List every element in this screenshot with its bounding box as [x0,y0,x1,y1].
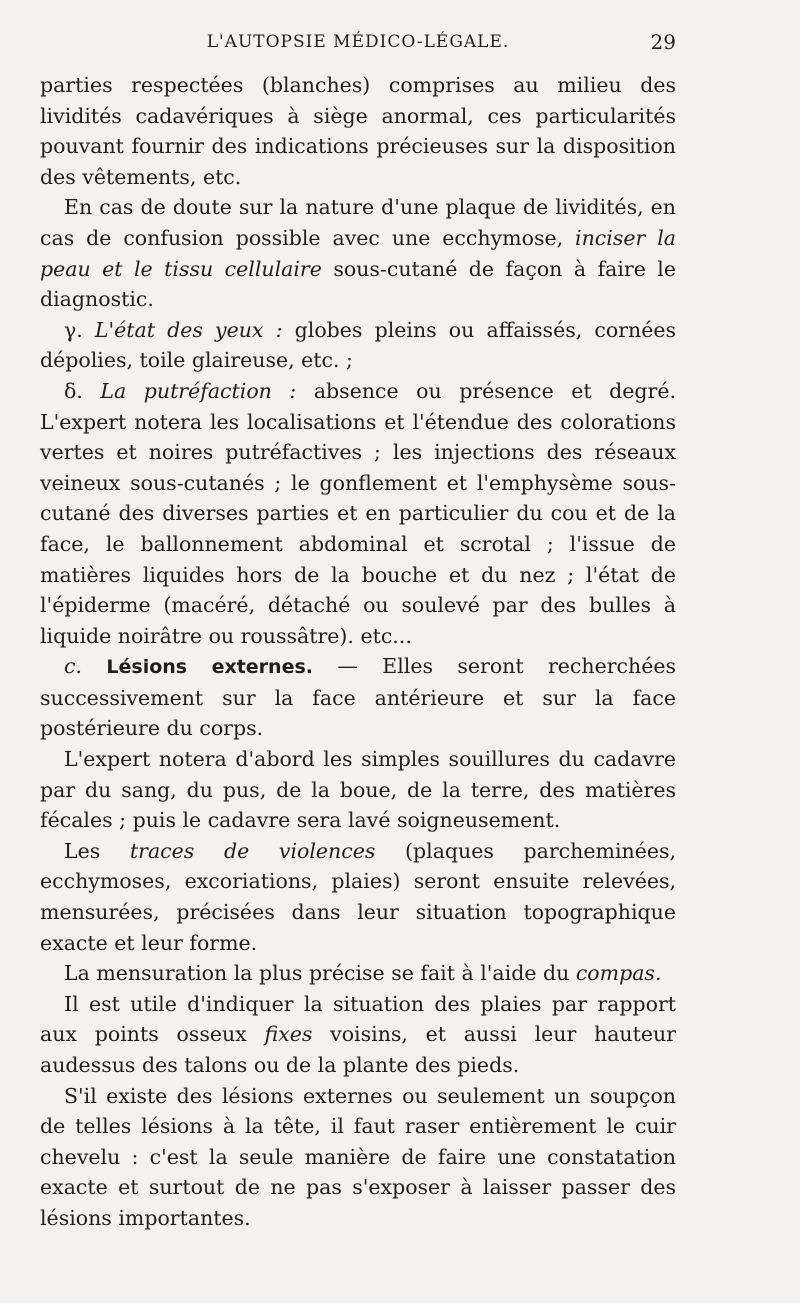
paragraph-doubt-lividity [40,192,676,314]
paragraph-external-lesions [40,651,676,744]
paragraph-putrefaction [40,376,676,651]
emphasis-fixed: fixes [264,1022,313,1047]
paragraph-measurement [40,958,676,989]
text-run: La mensuration la plus précise se fait à l'aide du [64,961,576,986]
text-run: sous-cutané de façon à faire le diagnostic. [40,256,676,312]
text-run: Les [64,838,130,863]
emphasis-putrefaction: La putréfaction : [100,378,297,403]
emphasis-compass: compas. [575,961,662,986]
text-run: absence ou présence et degré. L'expert notera les localisations et l'étendue des colorations vertes et noires putréfactives ; les injections des réseaux veineux sous-cutanés ; le gonflement et l'emphysème sous-cutané des diverses parties et en particulier du cou et de la face, le ballonnement abdominal et scrotal ; l'issue de matières liquides hors de la bouche et du nez ; l'état de l'épiderme (macéré, détaché ou soulevé par des bulles à liquide noirâtre ou roussâtre). etc... [40,378,676,648]
emphasis-eyes: L'état des yeux : [94,317,283,342]
text-run: (plaques parcheminées, ecchymoses, excoriations, plaies) seront ensuite relevées, mensurées, précisées dans leur situation topographique exacte et leur forme. [40,838,676,955]
text-run: globes pleins ou affaissés, cornées dépolies, toile glaireuse, etc. ; [40,317,676,373]
list-marker: c. [64,654,107,679]
body-text [40,70,676,1234]
list-marker: δ. [64,378,101,403]
header-title: L'AUTOPSIE MÉDICO-LÉGALE. [206,32,510,52]
text-run: — Elles seront recherchées successivement sur la face antérieure et sur la face postérieure du corps. [40,654,677,741]
paragraph-soiling: L'expert notera d'abord les simples souillures du cadavre par du sang, du pus, de la boue, de la terre, des matières fécales ; puis le cadavre sera lavé soigneusement. [40,747,676,833]
emphasis-incise: inciser la peau et le tissu cellulaire [40,225,676,281]
section-heading: Lésions externes. [106,656,313,679]
paragraph-wound-location [40,989,676,1081]
paragraph-scalp-shaving: S'il existe des lésions externes ou seulement un soupçon de telles lésions à la tête, il faut raser entièrement le cuir chevelu : c'est la seule manière de faire une constatation exacte et surtout de ne pas s'exposer à laisser passer des lésions importantes. [40,1083,676,1230]
list-marker: γ. [64,317,95,342]
text-run: Il est utile d'indiquer la situation des plaies par rapport aux points osseux [40,991,676,1047]
running-header [40,28,676,62]
paragraph-traces-violence [40,836,676,958]
page-number: 29 [650,30,676,54]
text-run: voisins, et aussi leur hauteur audessus des talons ou de la plante des pieds. [40,1022,677,1077]
paragraph-continuation: parties respectées (blanches) comprises au milieu des lividités cadavériques à siège anormal, ces particularités pouvant fournir des indications précieuses sur la disposition des vêtements, etc. [40,73,676,189]
text-run: En cas de doute sur la nature d'une plaque de lividités, en cas de confusion possible avec une ecchymose, [40,195,676,250]
emphasis-violence: traces de violences [129,838,376,863]
paragraph-eyes [40,315,676,376]
